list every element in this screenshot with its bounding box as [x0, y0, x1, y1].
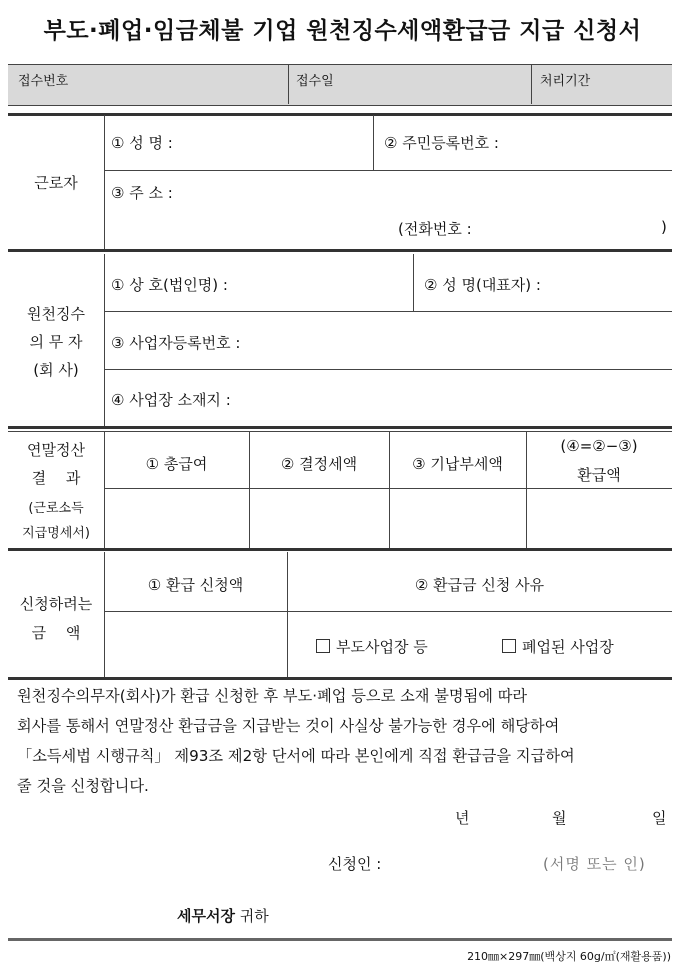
settlement-label-1: 연말정산: [27, 441, 85, 459]
divider: [104, 369, 672, 370]
prepaid-tax-input[interactable]: [390, 489, 525, 547]
total-salary-input[interactable]: [105, 489, 248, 547]
statement-line: 줄 것을 신청합니다.: [17, 777, 149, 795]
representative-name-field[interactable]: ② 성 명(대표자) :: [424, 276, 541, 294]
settlement-label-4: 지급명세서): [22, 526, 90, 541]
applicant-label: 신청인 :: [328, 855, 382, 873]
addressee: [177, 905, 269, 926]
col-refund-amount: 환급액: [577, 466, 621, 484]
statement-line: 회사를 통해서 연말정산 환급금을 지급받는 것이 사실상 불가능한 경우에 해당하여: [17, 717, 560, 735]
worker-name-field[interactable]: ① 성 명 :: [111, 134, 173, 152]
form-title: 부도·폐업·임금체불 기업 원천징수세액환급금 지급 신청서: [43, 18, 642, 44]
request-label-2: 금 액: [31, 624, 81, 642]
signature-field[interactable]: (서명 또는 인): [543, 855, 646, 873]
section-border: [8, 677, 672, 680]
option-bankrupt-label: 부도사업장 등: [336, 638, 428, 656]
worker-phone-field[interactable]: (전화번호 :: [398, 220, 472, 238]
divider: [287, 552, 288, 678]
col-determined-tax: ② 결정세액: [280, 455, 358, 473]
settlement-label-3: (근로소득: [28, 501, 84, 516]
statement-text: [17, 681, 672, 801]
divider: [104, 311, 672, 312]
checkbox-icon[interactable]: [316, 639, 330, 653]
divider: [531, 64, 532, 104]
divider: [104, 170, 672, 171]
section-border-inner: [8, 431, 672, 432]
refund-request-amount-input[interactable]: [105, 612, 286, 677]
section-border: [8, 426, 672, 429]
company-section-label-1: 원천징수: [27, 305, 85, 323]
divider: [373, 115, 374, 170]
determined-tax-input[interactable]: [250, 489, 388, 547]
option-bankrupt[interactable]: [316, 636, 428, 657]
option-closed[interactable]: [502, 636, 614, 657]
trade-name-field[interactable]: ① 상 호(법인명) :: [111, 276, 228, 294]
date-day[interactable]: 일: [652, 809, 667, 827]
divider: [104, 115, 105, 249]
col-refund-request-amount: ① 환급 신청액: [147, 576, 244, 594]
bottom-rule: [8, 938, 672, 941]
col-refund-formula: (④=②−③): [560, 437, 638, 455]
divider: [413, 254, 414, 311]
receipt-date-label: 접수일: [296, 74, 334, 89]
date-year[interactable]: 년: [455, 809, 470, 827]
divider: [104, 254, 105, 426]
business-address-field[interactable]: ④ 사업장 소재지 :: [111, 391, 231, 409]
option-closed-label: 폐업된 사업장: [522, 638, 614, 656]
col-prepaid-tax: ③ 기납부세액: [412, 455, 503, 473]
company-section-label-2: 의 무 자: [29, 333, 83, 351]
section-border: [8, 113, 672, 116]
worker-resident-number-field[interactable]: ② 주민등록번호 :: [384, 134, 499, 152]
phone-close-paren: ): [661, 218, 667, 236]
tax-office: 세무서장: [177, 907, 235, 925]
section-border: [8, 249, 672, 252]
checkbox-icon[interactable]: [502, 639, 516, 653]
section-border: [8, 548, 672, 551]
divider: [288, 64, 289, 104]
settlement-label-2: 결 과: [31, 469, 81, 487]
col-refund-request-reason: ② 환급금 신청 사유: [414, 576, 545, 594]
business-registration-number-field[interactable]: ③ 사업자등록번호 :: [111, 334, 241, 352]
statement-line: 원천징수의무자(회사)가 환급 신청한 후 부도·폐업 등으로 소재 불명됨에 따라: [17, 687, 528, 705]
company-section-label-3: (회 사): [33, 361, 79, 379]
paper-spec: 210㎜×297㎜(백상지 60g/㎡(재활용품)): [467, 950, 671, 963]
worker-address-field[interactable]: ③ 주 소 :: [111, 184, 173, 202]
addressee-suffix: 귀하: [239, 907, 269, 925]
request-label-1: 신청하려는: [19, 595, 93, 613]
processing-period-label: 처리기간: [540, 74, 591, 89]
statement-line: 「소득세법 시행규칙」 제93조 제2항 단서에 따라 본인에게 직접 환급금을 지급하여: [17, 747, 575, 765]
receipt-number-label: 접수번호: [18, 74, 69, 89]
col-total-salary: ① 총급여: [145, 455, 208, 473]
refund-amount-input[interactable]: [527, 489, 672, 547]
date-month[interactable]: 월: [552, 809, 567, 827]
worker-section-label: 근로자: [34, 174, 78, 192]
